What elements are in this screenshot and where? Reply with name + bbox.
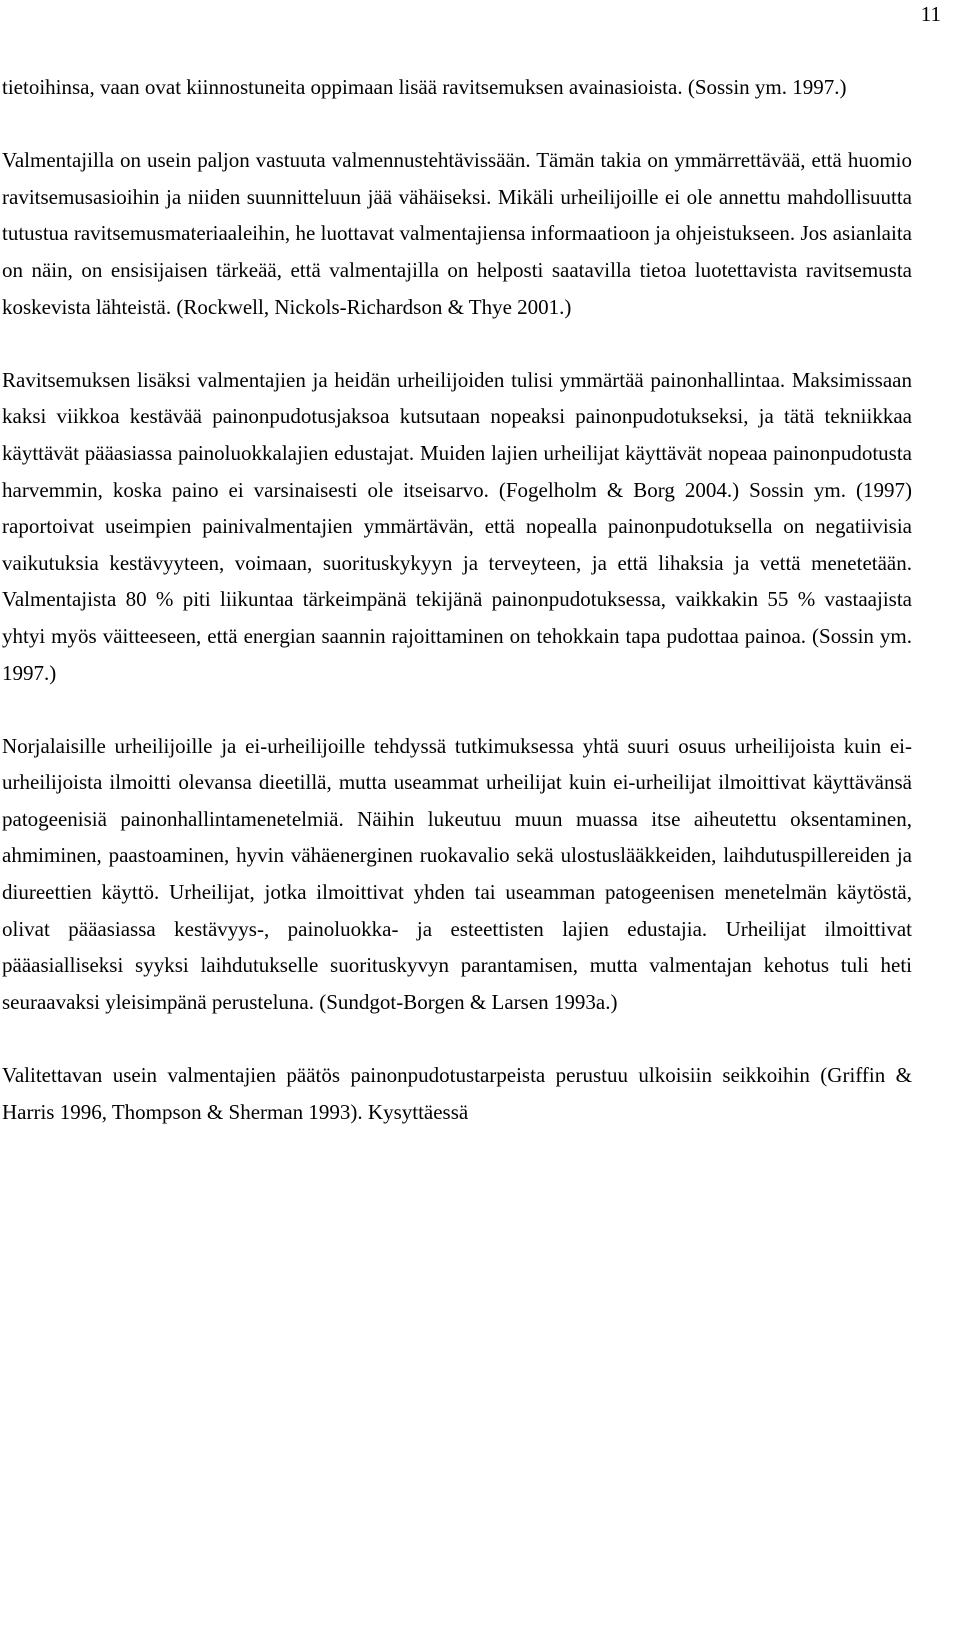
paragraph-2: Valmentajilla on usein paljon vastuuta valmennustehtävissään. Tämän takia on ymmärrettävää, että huomio ravitsemusasioihin ja niiden suunnitteluun jää vähäiseksi. Mikäli urheilijoille ei ole annettu mahdollisuutta tutustua ravitsemusmateriaaleihin, he luottavat valmentajiensa informaatioon ja ohjeistukseen. Jos asianlaita on näin, on ensisijaisen tärkeää, että valmentajilla on helposti saatavilla tietoa luotettavista ravitsemusta koskevista lähteistä. (Rockwell, Nickols-Richardson & Thye 2001.) [2, 148, 912, 319]
body-text [2, 69, 912, 1130]
paragraph-5: Valitettavan usein valmentajien päätös painonpudotustarpeista perustuu ulkoisiin seikkoihin (Griffin & Harris 1996, Thompson & Sherman 1993). Kysyttäessä [2, 1063, 912, 1124]
paragraph-3: Ravitsemuksen lisäksi valmentajien ja heidän urheilijoiden tulisi ymmärtää painonhallintaa. Maksimissaan kaksi viikkoa kestävää painonpudotusjaksoa kutsutaan nopeaksi painonpudotukseksi, ja tätä tekniikkaa käyttävät pääasiassa painoluokkalajien edustajat. Muiden lajien urheilijat käyttävät nopeaa painonpudotusta harvemmin, koska paino ei varsinaisesti ole itseisarvo. (Fogelholm & Borg 2004.) Sossin ym. (1997) raportoivat useimpien painivalmentajien ymmärtävän, että nopealla painonpudotuksella on negatiivisia vaikutuksia kestävyyteen, voimaan, suorituskykyyn ja terveyteen, ja että lihaksia ja vettä menetetään. Valmentajista 80 % piti liikuntaa tärkeimpänä tekijänä painonpudotuksessa, vaikkakin 55 % vastaajista yhtyi myös väitteeseen, että energian saannin rajoittaminen on tehokkain tapa pudottaa painoa. (Sossin ym. 1997.) [2, 367, 912, 685]
page-number: 11 [920, 2, 941, 26]
paragraph-4: Norjalaisille urheilijoille ja ei-urheilijoille tehdyssä tutkimuksessa yhtä suuri osuus urheilijoista kuin ei-urheilijoista ilmoitti olevansa dieetillä, mutta useammat urheilijat kuin ei-urheilijat ilmoittivat käyttävänsä patogeenisiä painonhallintamenetelmiä. Näihin lukeutuu muun muassa itse aiheutettu oksentaminen, ahmiminen, paastoaminen, hyvin vähäenerginen ruokavalio sekä ulostuslääkkeiden, laihdutuspillereiden ja diureettien käyttö. Urheilijat, jotka ilmoittivat yhden tai useamman patogeenisen menetelmän käytöstä, olivat pääasiassa kestävyys-, painoluokka- ja esteettisten lajien edustajia. Urheilijat ilmoittivat pääasialliseksi syyksi laihdutukselle suorituskyvyn parantamisen, mutta valmentajan kehotus tuli heti seuraavaksi yleisimpänä perusteluna. (Sundgot-Borgen & Larsen 1993a.) [2, 733, 912, 1014]
paragraph-1: tietoihinsa, vaan ovat kiinnostuneita oppimaan lisää ravitsemuksen avainasioista. (Sossin ym. 1997.) [2, 75, 847, 99]
